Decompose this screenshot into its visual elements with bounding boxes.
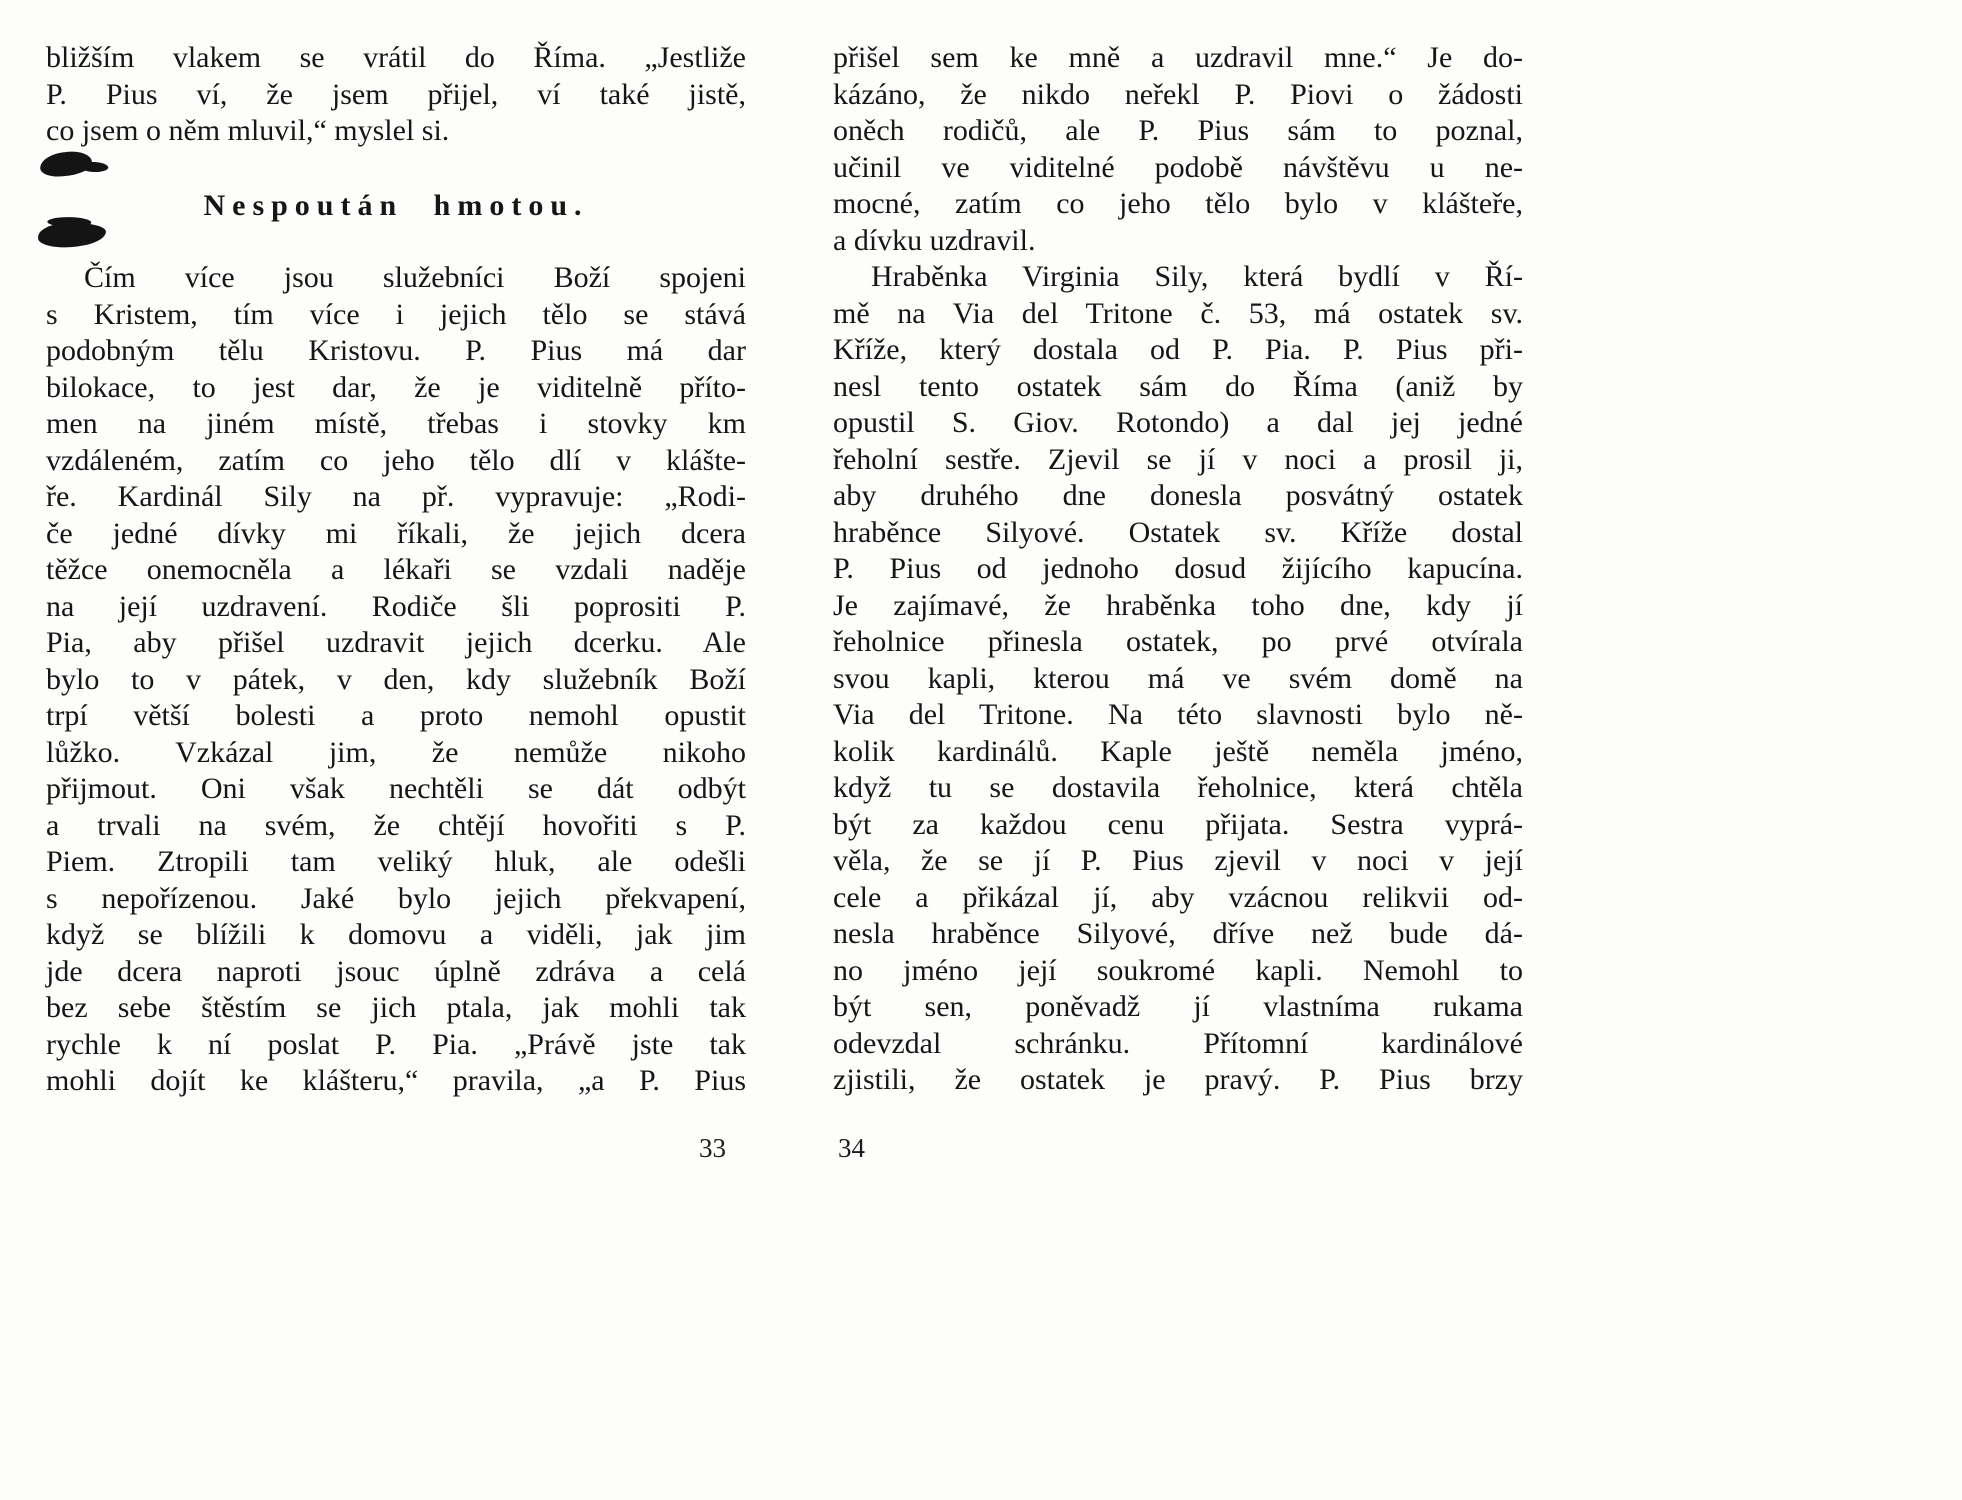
text-line: učinil ve viditelné podobě návštěvu u ne-	[833, 150, 1523, 184]
text-line: co jsem o něm mluvil,“ myslel si.	[46, 114, 450, 147]
text-line: věla, že se jí P. Pius zjevil v noci v její	[833, 844, 1523, 877]
text-line: na její uzdravení. Rodiče šli poprositi P.	[46, 589, 746, 623]
text-line: jde dcera naproti jsouc úplně zdráva a celá	[46, 954, 746, 988]
text-line: Je zajímavé, že hraběnka toho dne, kdy jí	[833, 588, 1523, 622]
text-line: P. Pius od jednoho dosud žijícího kapucína.	[833, 552, 1523, 585]
left-page	[46, 40, 746, 1100]
text-line: Pia, aby přišel uzdravit jejich dcerku. Ale	[46, 626, 746, 659]
text-line: a dívku uzdravil.	[833, 223, 1036, 257]
text-line: být za každou cenu přijata. Sestra vyprá-	[833, 807, 1523, 841]
ink-smudge-lower	[37, 221, 106, 249]
text-line: podobným tělu Kristovu. P. Pius má dar	[46, 334, 746, 367]
text-line: vzdáleném, zatím co jeho tělo dlí v klášte-	[46, 443, 746, 477]
text-line: když tu se dostavila řeholnice, která chtěla	[833, 771, 1523, 804]
paragraph	[833, 40, 1523, 259]
text-line: přijmout. Oni však nechtěli se dát odbýt	[46, 772, 746, 805]
right-page	[833, 40, 1523, 1099]
text-line: s nepořízenou. Jaké bylo jejich překvapení,	[46, 881, 746, 915]
section-heading: Nespoután hmotou.	[203, 188, 589, 222]
text-line: oněch rodičů, ale P. Pius sám to poznal,	[833, 114, 1523, 147]
text-line: nesl tento ostatek sám do Říma (aniž by	[833, 369, 1523, 403]
paragraph	[46, 40, 746, 150]
paragraph	[46, 260, 746, 1100]
text-line: s Kristem, tím více i jejich tělo se stává	[46, 297, 746, 331]
text-line: Čím více jsou služebníci Boží spojeni	[84, 261, 746, 294]
text-line: když se blížili k domovu a viděli, jak jim	[46, 918, 746, 951]
text-line: ře. Kardinál Sily na př. vypravuje: „Rodi-	[46, 480, 746, 513]
page-number-left: 33	[699, 1133, 726, 1163]
text-line: být sen, poněvadž jí vlastníma rukama	[833, 990, 1523, 1023]
left-body-paragraphs	[46, 260, 746, 1100]
text-line: aby druhého dne donesla posvátný ostatek	[833, 479, 1523, 512]
left-intro-paragraphs	[46, 40, 746, 150]
page-number-right: 34	[838, 1133, 865, 1163]
right-body-paragraphs	[833, 40, 1523, 1099]
text-line: bylo to v pátek, v den, kdy služebník Boží	[46, 662, 746, 696]
text-line: Via del Tritone. Na této slavnosti bylo ně-	[833, 698, 1523, 731]
text-line: lůžko. Vzkázal jim, že nemůže nikoho	[46, 735, 746, 769]
text-line: trpí větší bolesti a proto nemohl opustit	[46, 699, 746, 732]
text-line: če jedné dívky mi říkali, že jejich dcera	[46, 516, 746, 550]
ink-smudge-upper	[39, 150, 93, 178]
text-line: Hraběnka Virginia Sily, která bydlí v Ří-	[871, 260, 1523, 293]
text-line: kolik kardinálů. Kaple ještě neměla jméno,	[833, 734, 1523, 768]
text-line: hraběnce Silyové. Ostatek sv. Kříže dostal	[833, 515, 1523, 549]
text-line: kázáno, že nikdo neřekl P. Piovi o žádosti	[833, 77, 1523, 111]
text-line: opustil S. Giov. Rotondo) a dal jej jedné	[833, 406, 1523, 439]
text-line: řeholnice přinesla ostatek, po prvé otvírala	[833, 625, 1523, 658]
paragraph	[833, 259, 1523, 1099]
text-line: svou kapli, kterou má ve svém domě na	[833, 661, 1523, 695]
text-line: cele a přikázal jí, aby vzácnou relikvii od-	[833, 880, 1523, 914]
text-line: nesla hraběnce Silyové, dříve než bude dá-	[833, 917, 1523, 950]
text-line: bilokace, to jest dar, že je viditelně příto-	[46, 370, 746, 404]
text-line: no jméno její soukromé kapli. Nemohl to	[833, 953, 1523, 987]
text-line: rychle k ní poslat P. Pia. „Právě jste tak	[46, 1027, 746, 1061]
text-line: a trvali na svém, že chtějí hovořiti s P.	[46, 808, 746, 842]
text-line: bez sebe štěstím se jich ptala, jak mohli tak	[46, 991, 746, 1024]
text-line: odevzdal schránku. Přítomní kardinálové	[833, 1026, 1523, 1060]
text-line: zjistili, že ostatek je pravý. P. Pius brzy	[833, 1063, 1523, 1096]
text-line: mě na Via del Tritone č. 53, má ostatek sv.	[833, 296, 1523, 330]
text-line: Piem. Ztropili tam veliký hluk, ale odešli	[46, 845, 746, 878]
text-line: přišel sem ke mně a uzdravil mne.“ Je do-	[833, 41, 1523, 74]
text-line: bližším vlakem se vrátil do Říma. „Jestliže	[46, 41, 746, 74]
text-line: men na jiném místě, třebas i stovky km	[46, 407, 746, 440]
text-line: mohli dojít ke klášteru,“ pravila, „a P. Pius	[46, 1064, 746, 1097]
text-line: řeholní sestře. Zjevil se jí v noci a prosil ji,	[833, 442, 1523, 476]
text-line: Kříže, který dostala od P. Pia. P. Pius při-	[833, 333, 1523, 366]
text-line: mocné, zatím co jeho tělo bylo v klášteře,	[833, 187, 1523, 220]
text-line: těžce onemocněla a lékaři se vzdali naděje	[46, 553, 746, 586]
text-line: P. Pius ví, že jsem přijel, ví také jistě,	[46, 77, 746, 111]
